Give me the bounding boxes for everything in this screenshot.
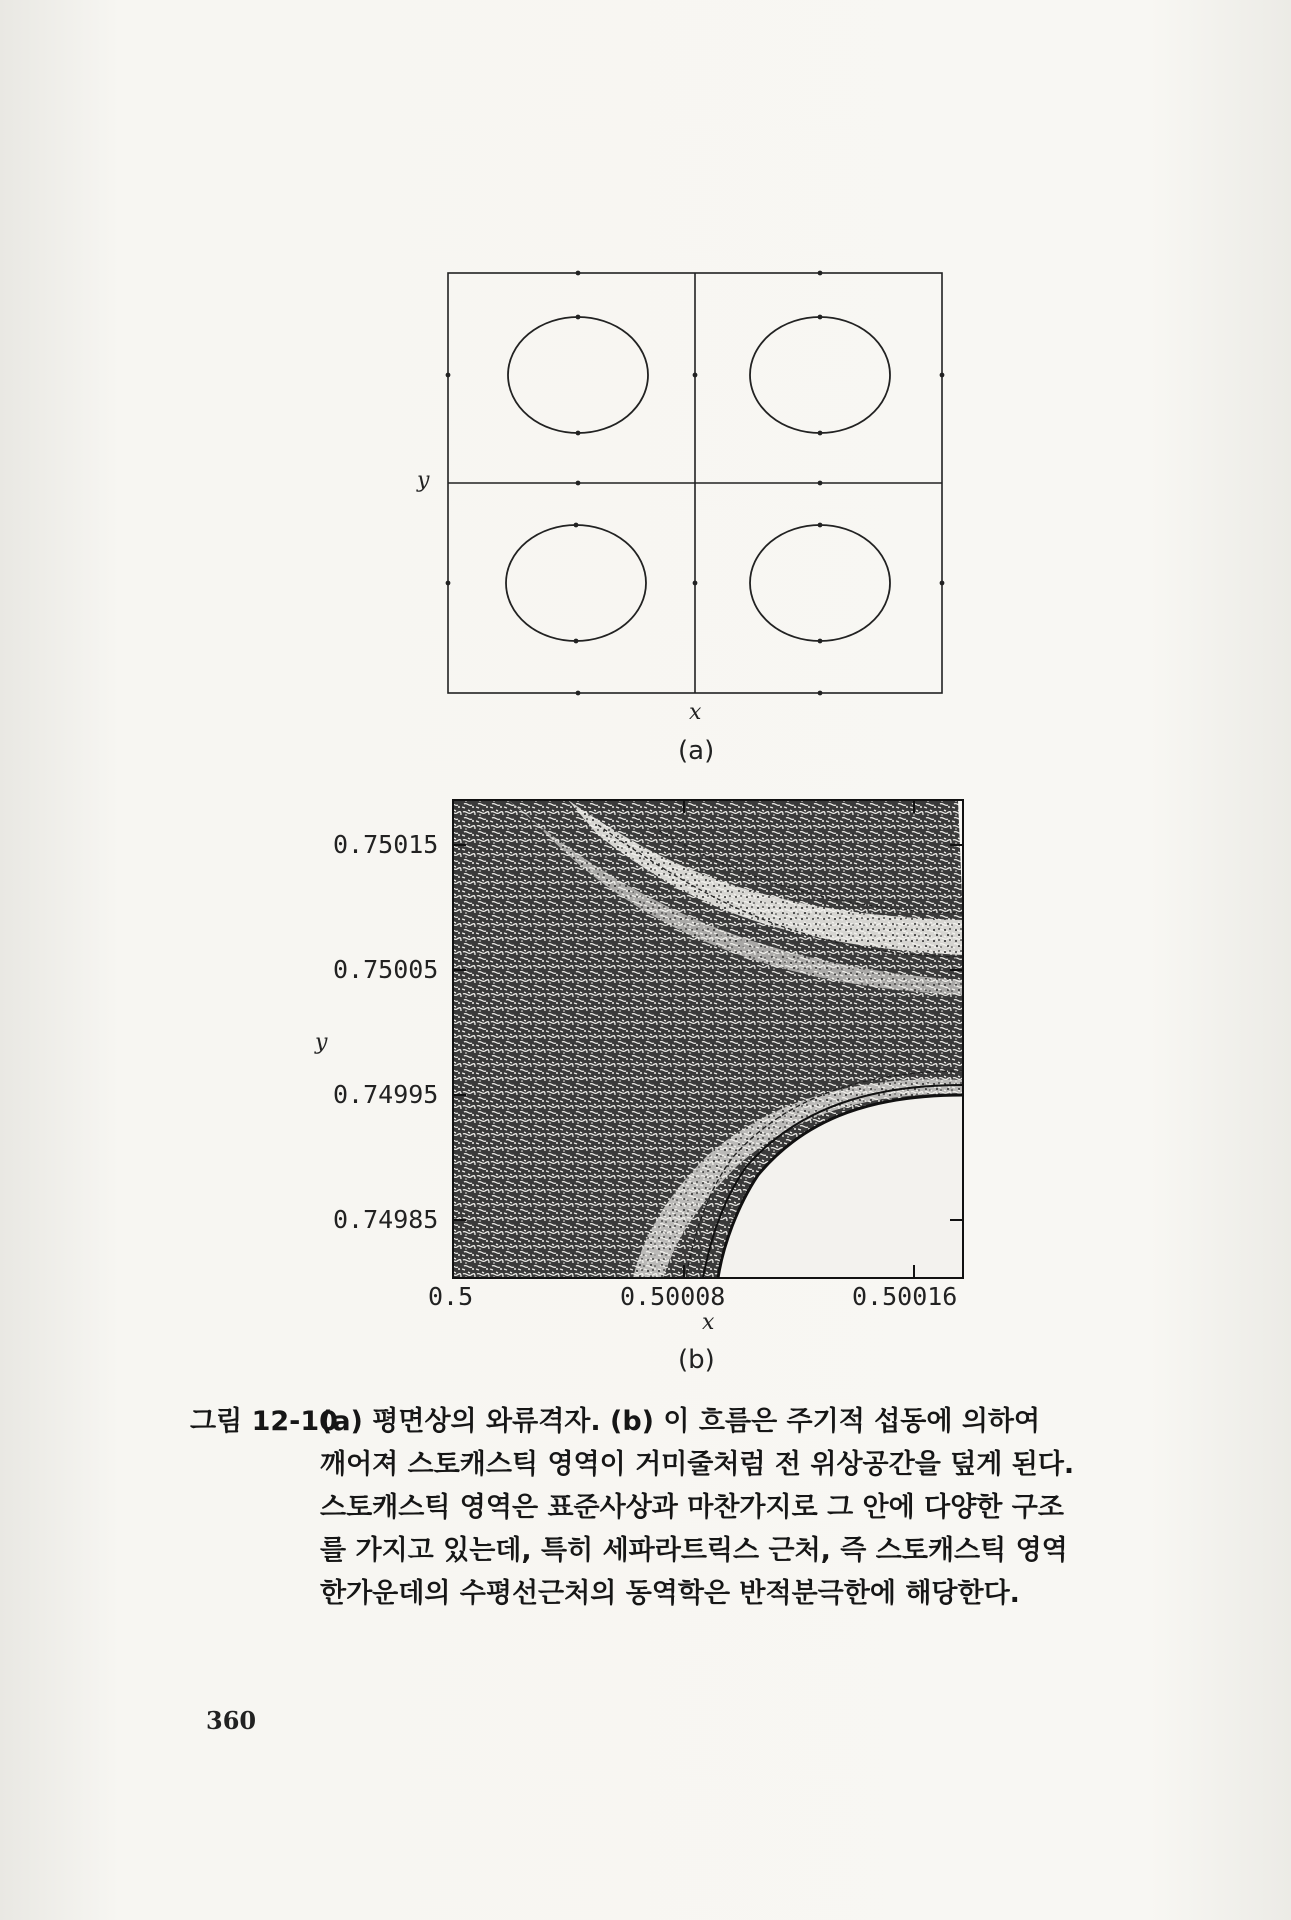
caption-line: 를 가지고 있는데, 특히 세파라트릭스 근처, 즉 스토캐스틱 영역: [320, 1535, 1068, 1566]
page-number: 360: [206, 1706, 257, 1735]
x-tick-label: 0.5: [428, 1282, 474, 1311]
y-tick-label: 0.74995: [333, 1080, 439, 1109]
figure-b-y-label: y: [315, 1030, 328, 1055]
caption-line: 깨어져 스토캐스틱 영역이 거미줄처럼 전 위상공간을 덮게 된다.: [320, 1449, 1075, 1480]
y-tick-label: 0.74985: [333, 1205, 439, 1234]
vortex-orbit-bottom-right: [750, 525, 890, 641]
vortex-orbit-bottom-left: [506, 525, 646, 641]
figure-b-panel-label: (b): [678, 1345, 715, 1375]
figure-a-y-label: y: [417, 468, 430, 493]
vortex-orbit-top-left: [508, 317, 648, 433]
figure-caption: [190, 1400, 1150, 1615]
vortex-orbit-top-right: [750, 317, 890, 433]
caption-line: 스토캐스틱 영역은 표준사상과 마찬가지로 그 안에 다양한 구조: [320, 1492, 1064, 1523]
stochastic-web-plot: [448, 795, 968, 1285]
caption-line-text: (a) 평면상의 와류격자. (b) 이 흐름은 주기적 섭동에 의하여: [320, 1406, 1041, 1437]
stochastic-region: [453, 800, 963, 1278]
figure-a-panel-label: (a): [678, 736, 715, 766]
caption-line: [190, 1400, 1150, 1443]
vortex-lattice-plot: [440, 265, 960, 710]
caption-head: 그림 12-10: [190, 1406, 338, 1437]
x-tick-label: 0.50008: [620, 1282, 726, 1311]
figure-a-x-label: x: [689, 700, 702, 725]
x-tick-label: 0.50016: [852, 1282, 958, 1311]
caption-line: 한가운데의 수평선근처의 동역학은 반적분극한에 해당한다.: [320, 1578, 1020, 1609]
y-tick-label: 0.75005: [333, 955, 439, 984]
y-tick-label: 0.75015: [333, 830, 439, 859]
figure-b-x-label: x: [702, 1310, 715, 1335]
